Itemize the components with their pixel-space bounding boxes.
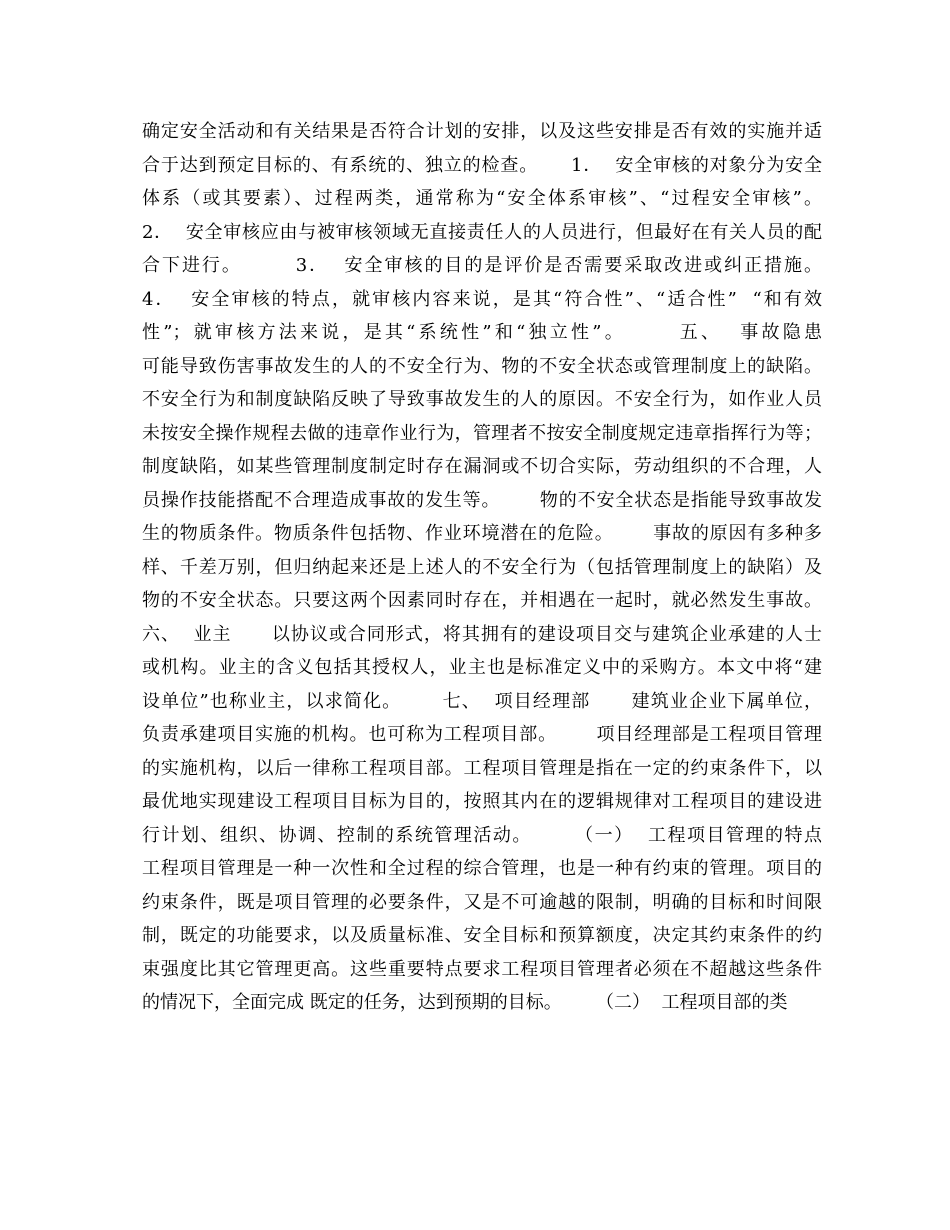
- text-line: 约束条件，既是项目管理的必要条件，又是不可逾越的限制，明确的目标和时间限: [142, 891, 822, 913]
- text-line: 的实施机构，以后一律称工程项目部。工程项目管理是指在一定的约束条件下，以: [142, 757, 822, 779]
- text-line: 性”；就审核方法来说，是其“系统性”和“独立性”。 五、 事故隐患: [142, 322, 822, 343]
- text-line: 六、 业主 以协议或合同形式，将其拥有的建设项目交与建筑企业承建的人士: [142, 623, 822, 645]
- body-text: [142, 115, 822, 1020]
- text-line: 合于达到预定目标的、有系统的、独立的检查。 1． 安全审核的对象分为安全: [142, 154, 822, 176]
- text-line: 的情况下，全面完成 既定的任务，达到预期的目标。 （二） 工程项目部的类: [142, 992, 788, 1013]
- text-line: 工程项目管理是一种一次性和全过程的综合管理，也是一种有约束的管理。项目的: [142, 858, 822, 879]
- text-line: 4． 安全审核的特点，就审核内容来说，是其“符合性”、“适合性” “和有效: [142, 288, 822, 310]
- text-line: 最优地实现建设工程项目目标为目的，按照其内在的逻辑规律对工程项目的建设进: [142, 791, 822, 812]
- text-line: 可能导致伤害事故发生的人的不安全行为、物的不安全状态或管理制度上的缺陷。: [142, 355, 822, 377]
- text-line: 设单位”也称业主，以求简化。 七、 项目经理部 建筑业企业下属单位，: [142, 690, 822, 712]
- text-line: 物的不安全状态。只要这两个因素同时存在，并相遇在一起时，就必然发生事故。: [142, 590, 822, 611]
- text-line: 制度缺陷，如某些管理制度制定时存在漏洞或不切合实际，劳动组织的不合理，人: [142, 456, 822, 477]
- text-line: 不安全行为和制度缺陷反映了导致事故发生的人的原因。不安全行为，如作业人员: [142, 389, 822, 410]
- text-line: 行计划、组织、协调、控制的系统管理活动。 （一） 工程项目管理的特点: [142, 824, 822, 846]
- text-line: 2． 安全审核应由与被审核领域无直接责任人的人员进行，但最好在有关人员的配: [142, 221, 822, 243]
- text-line: 样、千差万别，但归纳起来还是上述人的不安全行为（包括管理制度上的缺陷）及: [142, 556, 822, 578]
- text-line: 合下进行。 3． 安全审核的目的是评价是否需要采取改进或纠正措施。: [142, 255, 822, 276]
- text-line: 生的物质条件。物质条件包括物、作业环境潜在的危险。 事故的原因有多种多: [142, 523, 822, 544]
- text-line: 或机构。业主的含义包括其授权人，业主也是标准定义中的采购方。本文中将“建: [142, 657, 822, 678]
- text-line: 制，既定的功能要求，以及质量标准、安全目标和预算额度，决定其约束条件的约: [142, 925, 822, 946]
- text-line: 确定安全活动和有关结果是否符合计划的安排，以及这些安排是否有效的实施并适: [142, 121, 822, 142]
- text-line: 负责承建项目实施的机构。也可称为工程项目部。 项目经理部是工程项目管理: [142, 724, 822, 745]
- text-line: 未按安全操作规程去做的违章作业行为，管理者不按安全制度规定违章指挥行为等；: [142, 422, 822, 444]
- text-line: 员操作技能搭配不合理造成事故的发生等。 物的不安全状态是指能导致事故发: [142, 489, 822, 511]
- text-line: 束强度比其它管理更高。这些重要特点要求工程项目管理者必须在不超越这些条件: [142, 958, 822, 980]
- text-line: 体系（或其要素）、过程两类，通常称为“安全体系审核”、“过程安全审核”。: [142, 188, 822, 209]
